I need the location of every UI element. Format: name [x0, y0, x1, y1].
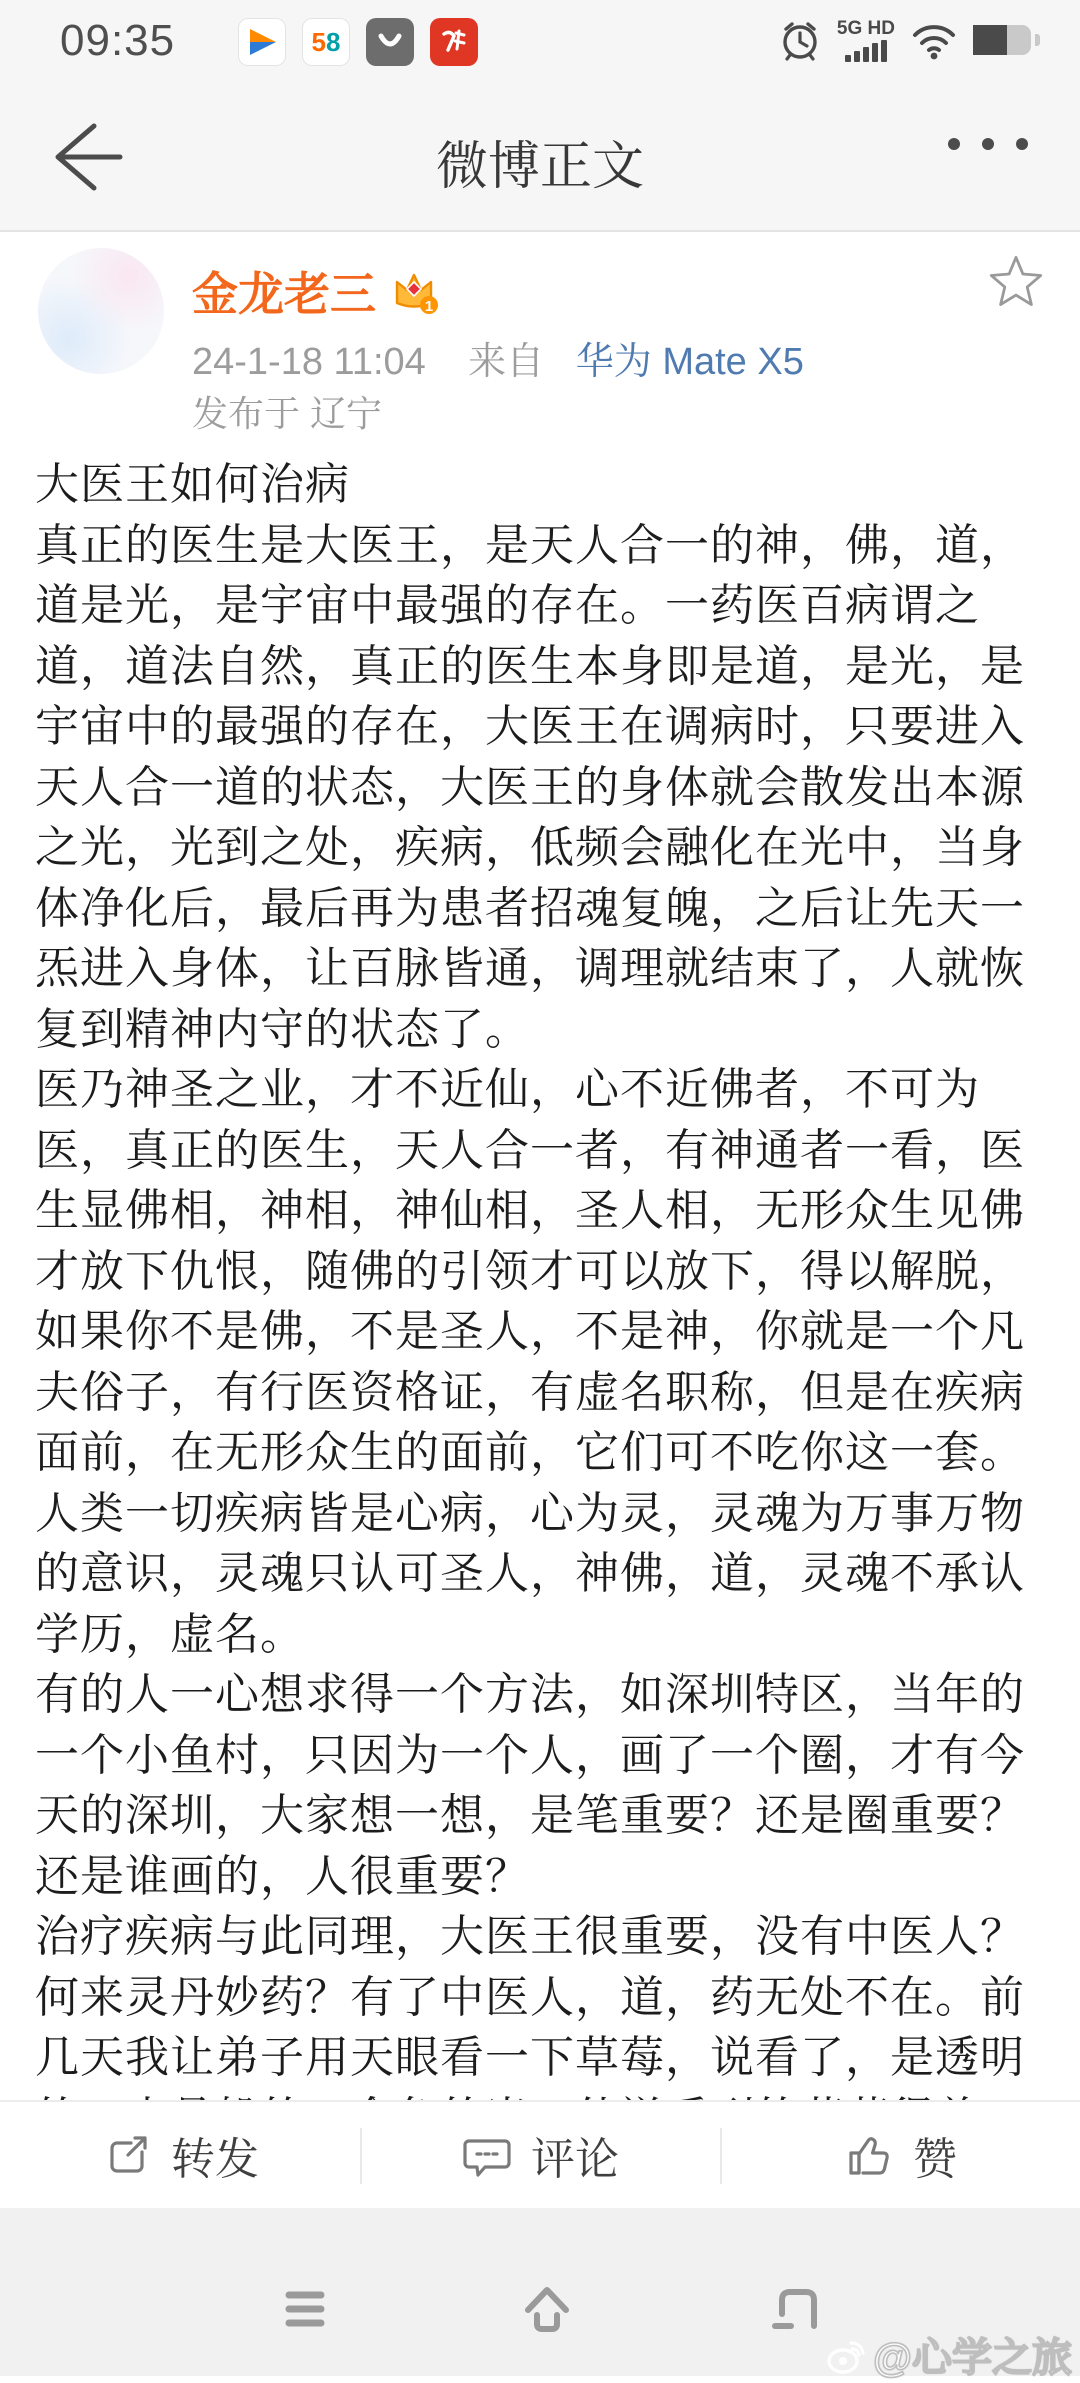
divider — [720, 2128, 722, 2184]
weibo-logo-icon — [821, 2331, 869, 2379]
like-button[interactable] — [720, 2102, 1080, 2208]
home-icon — [520, 2282, 574, 2336]
body-line: 之光，光到之处，疾病，低频会融化在光中，当身 — [35, 823, 1025, 872]
return-arrow-icon — [768, 2282, 822, 2336]
like-label: 赞 — [913, 2135, 957, 2184]
comment-button[interactable] — [360, 2102, 720, 2208]
nav-back-button[interactable] — [768, 2282, 822, 2336]
body-line: 才放下仇恨，随佛的引领才可以放下，得以解脱， — [35, 1246, 1025, 1296]
nav-home-button[interactable] — [520, 2282, 574, 2336]
nav-menu-button[interactable] — [278, 2282, 332, 2336]
battery-icon — [973, 25, 1031, 55]
thumbs-up-icon — [843, 2129, 895, 2181]
status-bar — [0, 0, 1080, 80]
watermark — [821, 2326, 1072, 2383]
repost-button[interactable] — [0, 2102, 360, 2208]
author-name[interactable]: 金龙老三 — [192, 268, 376, 320]
clock-time: 09:35 — [60, 16, 176, 65]
network-type-label: 5G HD — [836, 17, 895, 39]
body-line: 天的深圳，大家想一想，是笔重要？还是圈重要？ — [35, 1791, 1025, 1840]
arrow-app-icon — [238, 18, 286, 66]
body-line: 大医王如何治病 — [35, 460, 350, 509]
svg-text:1: 1 — [424, 298, 434, 315]
post-meta — [192, 330, 804, 385]
repost-icon — [101, 2129, 153, 2181]
dot — [982, 138, 994, 150]
body-line: 人类一切疾病皆是心病，心为灵，灵魂为万事万物 — [35, 1488, 1025, 1538]
avatar[interactable] — [38, 248, 164, 374]
battery-nub — [1035, 34, 1040, 46]
cellular-signal — [837, 19, 895, 62]
body-line: 学历，虚名。 — [35, 1609, 305, 1659]
body-line: 还是谁画的，人很重要？ — [35, 1851, 530, 1901]
body-line: 一个小鱼村，只因为一个人，画了一个圈，才有今 — [35, 1730, 1025, 1780]
notification-icons — [238, 18, 478, 66]
post-action-bar — [0, 2100, 1080, 2208]
menu-icon — [278, 2282, 332, 2336]
body-line: 的意识，灵魂只认可圣人，神佛，道，灵魂不承认 — [35, 1549, 1025, 1598]
divider — [360, 2128, 362, 2184]
source-prefix: 来自 — [468, 341, 545, 383]
dot — [948, 138, 960, 150]
comment-icon — [461, 2129, 513, 2181]
signal-bars-icon — [845, 40, 887, 62]
body-line: 几天我让弟子用天眼看一下草莓，说看了，是透明 — [35, 2033, 1025, 2082]
wifi-icon — [909, 18, 959, 62]
post-location: 发布于 辽宁 — [192, 393, 383, 434]
body-line: 如果你不是佛，不是圣人，不是神，你就是一个凡 — [35, 1307, 1025, 1356]
body-line: 道是光，是宇宙中最强的存在。一药医百病谓之 — [35, 581, 980, 630]
digit-8: 8 — [326, 27, 341, 57]
alarm-clock-icon — [777, 17, 823, 63]
body-line: 有的人一心想求得一个方法，如深圳特区，当年的 — [35, 1670, 1025, 1719]
nav-bar — [0, 80, 1080, 232]
system-status-icons — [777, 14, 1040, 66]
post-timestamp: 24-1-18 11:04 — [192, 341, 426, 383]
star-icon — [988, 252, 1044, 308]
watermark-handle: @心学之旅 — [872, 2336, 1072, 2380]
favorite-star-button[interactable] — [988, 252, 1044, 308]
body-line: 治疗疾病与此同理，大医王很重要，没有中医人？ — [35, 1912, 1025, 1961]
body-line: 医乃神圣之业，才不近仙，心不近佛者，不可为 — [35, 1065, 980, 1114]
body-line: 炁进入身体，让百脉皆通，调理就结束了，人就恢 — [35, 944, 1025, 993]
body-line: 生显佛相，神相，神仙相，圣人相，无形众生见佛 — [35, 1186, 1025, 1235]
vip-crown-icon — [388, 265, 440, 317]
body-line: 复到精神内守的状态了。 — [35, 1004, 530, 1054]
page-title: 微博正文 — [435, 138, 644, 196]
body-line: 医，真正的医生，天人合一者，有神通者一看，医 — [35, 1125, 1025, 1175]
body-line: 天人合一道的状态，大医王的身体就会散发出本源 — [35, 762, 1025, 812]
body-line: 道，道法自然，真正的医生本身即是道，是光，是 — [35, 641, 1025, 691]
post-card — [0, 234, 1080, 2100]
body-line: 面前，在无形众生的面前，它们可不吃你这一套。 — [35, 1428, 1025, 1477]
body-line: 何来灵丹妙药？有了中医人，道，药无处不在。前 — [35, 1972, 1025, 2022]
body-line: 宇宙中的最强的存在，大医王在调病时，只要进入 — [35, 702, 1025, 751]
more-options-button[interactable] — [948, 138, 1028, 150]
dot — [1016, 138, 1028, 150]
smile-app-icon — [366, 18, 414, 66]
body-line: 夫俗子，有行医资格证，有虚名职称，但是在疾病 — [35, 1367, 1025, 1417]
red-news-app-icon — [430, 18, 478, 66]
58-app-icon — [302, 18, 350, 66]
body-line: 体净化后，最后再为患者招魂复魄，之后让先天一 — [35, 883, 1025, 933]
comment-label: 评论 — [531, 2135, 619, 2184]
source-device-link[interactable]: 华为 Mate X5 — [575, 341, 804, 383]
repost-label: 转发 — [171, 2135, 259, 2184]
body-line: 真正的医生是大医王，是天人合一的神，佛，道， — [35, 520, 1025, 570]
post-body — [35, 455, 1047, 2100]
digit-5: 5 — [311, 27, 326, 57]
